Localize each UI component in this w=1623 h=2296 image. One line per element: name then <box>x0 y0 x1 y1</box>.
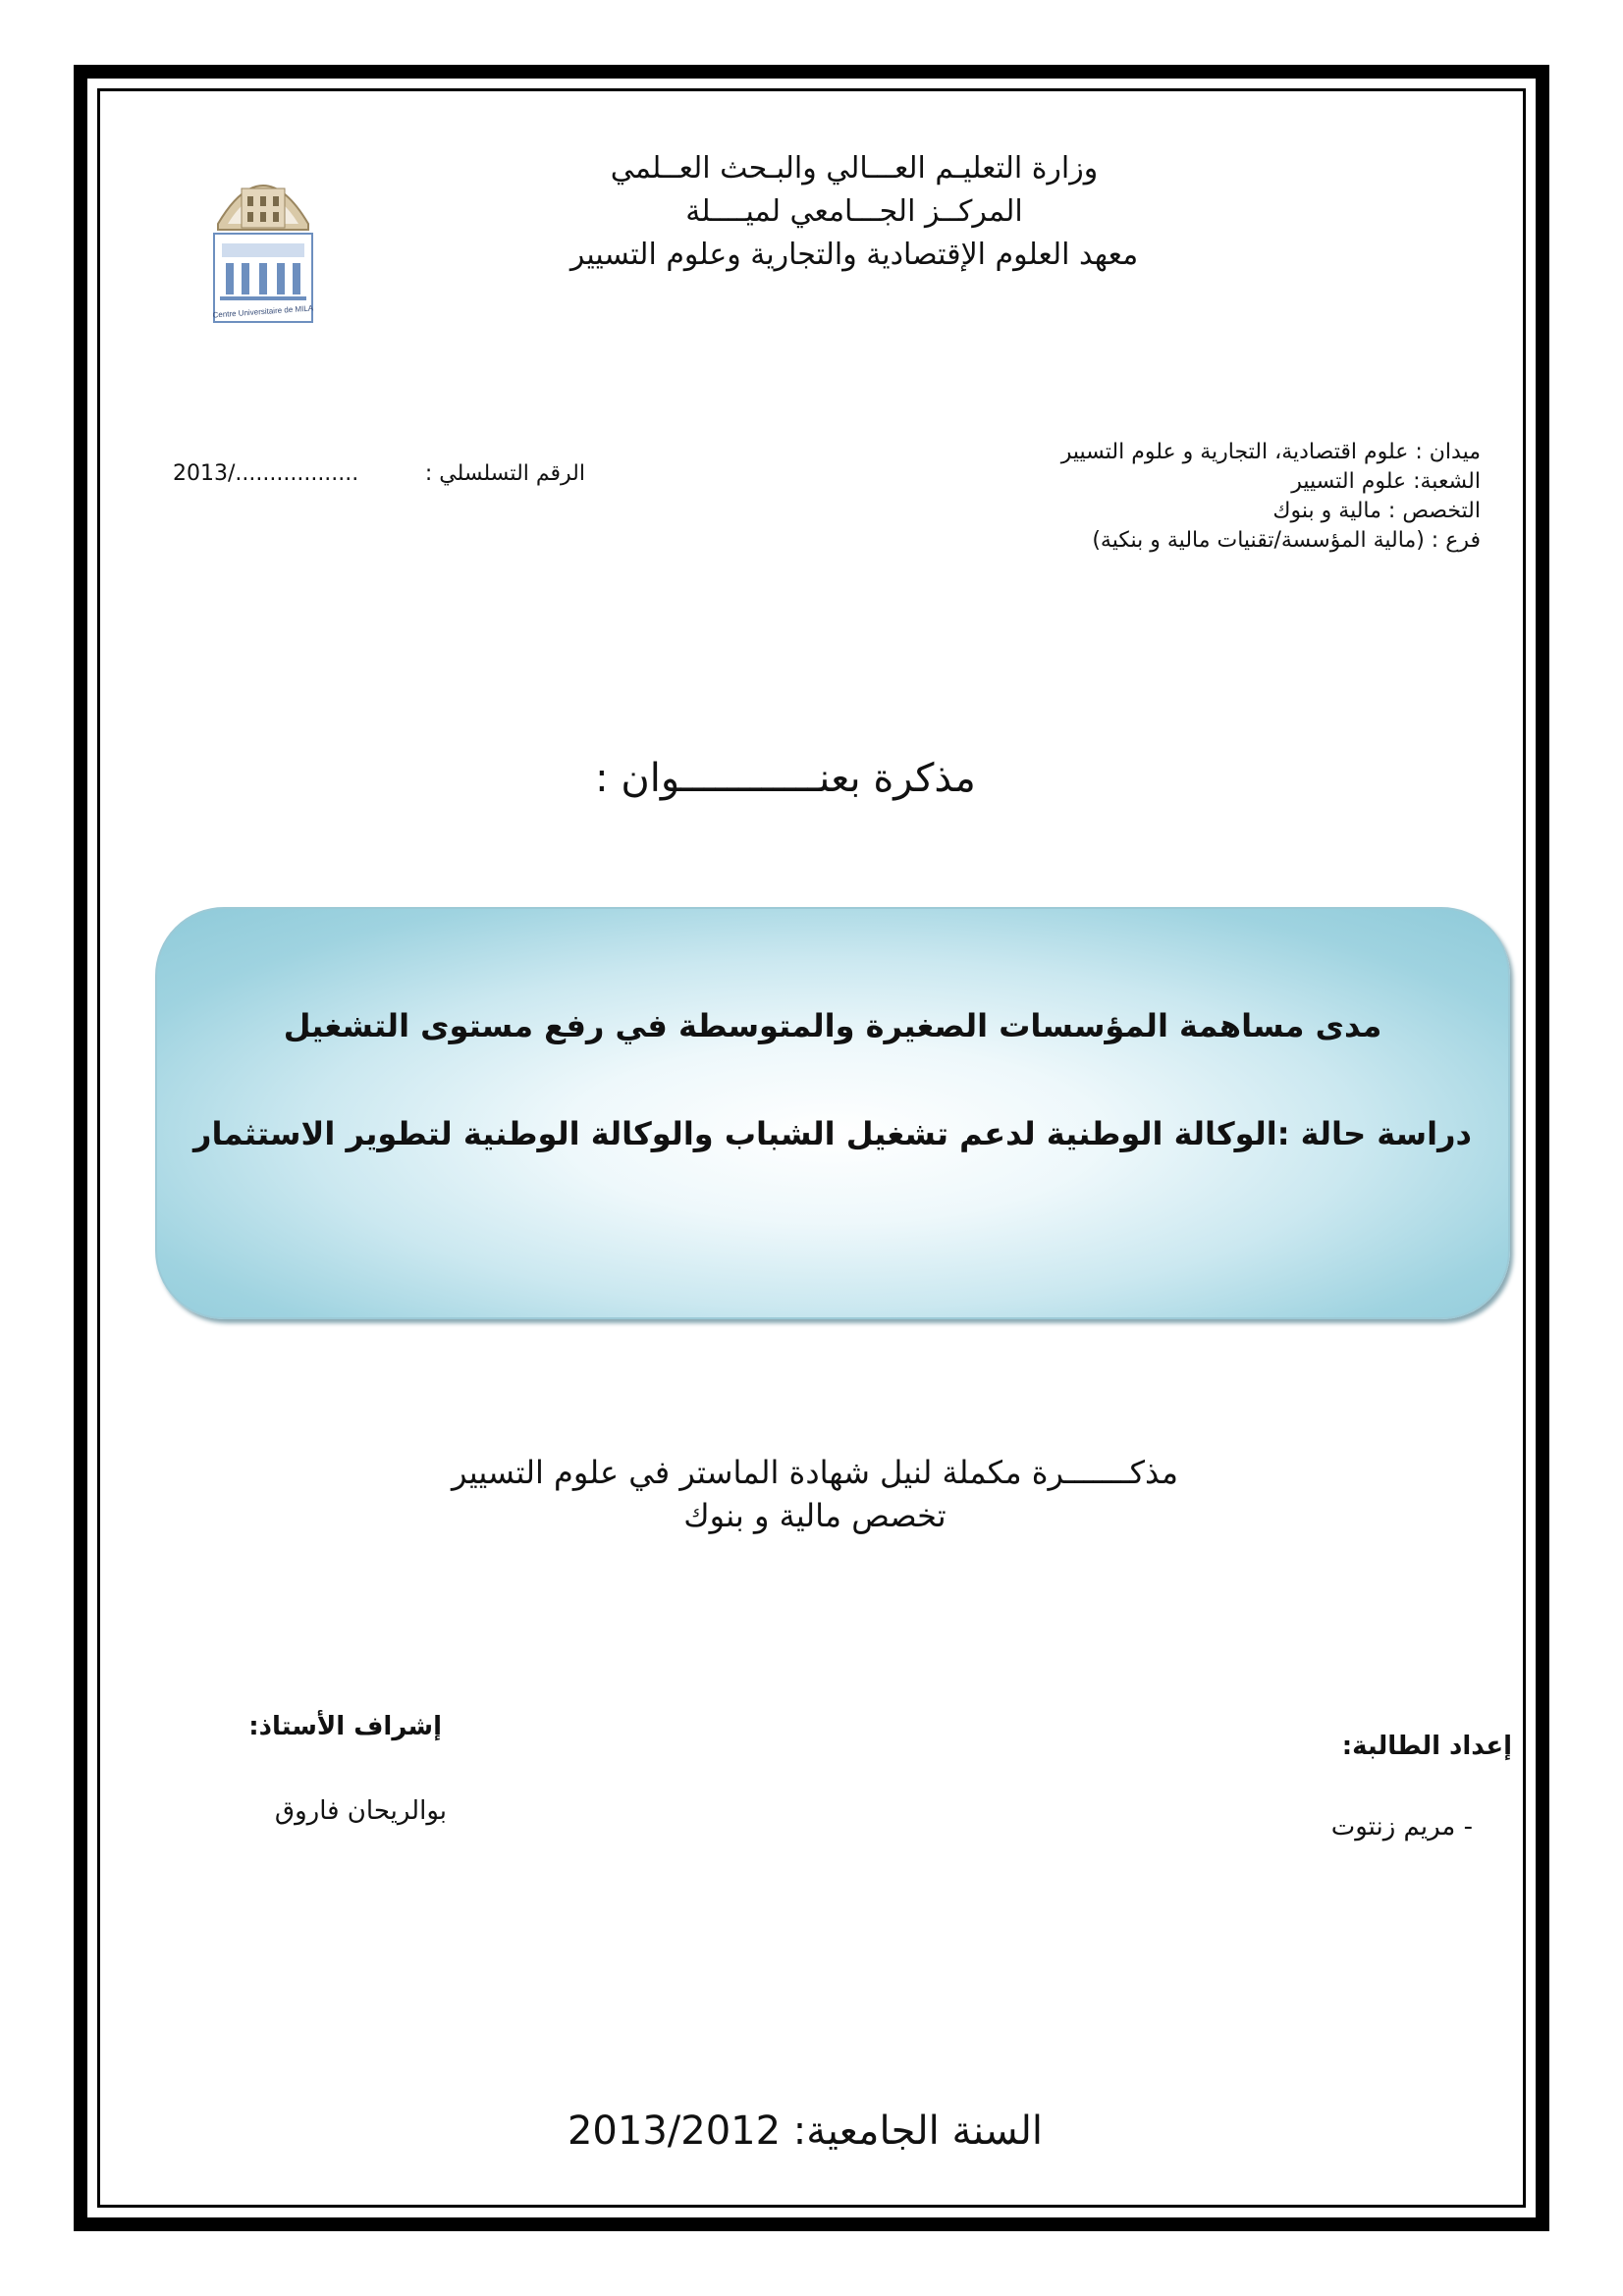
degree-line: مذكـــــــرة مكملة لنيل شهادة الماستر في علوم التسيير <box>452 1454 1178 1491</box>
ministry-name: وزارة التعليـم العـــالي والبـحث العــلمي <box>610 151 1099 186</box>
field-domain: ميدان : علوم اقتصادية، التجارية و علوم التسيير <box>1060 440 1481 464</box>
logo-caption: Centre Universitaire de MILA <box>212 303 314 320</box>
institute-name: معهد العلوم الإقتصادية والتجارية وعلوم التسيير <box>569 238 1139 272</box>
supervisor-label: إشراف الأستاذ: <box>248 1712 442 1741</box>
academic-year-label: السنة الجامعية: <box>792 2109 1044 2154</box>
field-info <box>872 438 1481 556</box>
student-name: - مريم زنتوت <box>1330 1812 1473 1842</box>
institution-header <box>550 147 1159 277</box>
degree-statement <box>373 1451 1257 1537</box>
topic-box <box>155 907 1510 1319</box>
student-label: إعداد الطالبة: <box>1341 1732 1512 1761</box>
serial-number-value: 2013/.................. <box>173 461 359 486</box>
field-sub-branch: فرع : (مالية المؤسسة/تقنيات مالية و بنكية) <box>1092 528 1481 553</box>
field-specialty: التخصص : مالية و بنوك <box>1272 499 1481 523</box>
supervisor-name: بوالريحان فاروق <box>274 1796 447 1826</box>
academic-year-value: 2013/2012 <box>567 2109 782 2154</box>
serial-number-label: الرقم التسلسلي : <box>424 461 585 486</box>
university-name: المركــز الجـــامعي لميــــلة <box>685 194 1023 229</box>
topic-case-study: دراسة حالة :الوكالة الوطنية لدعم تشغيل الشباب والوكالة الوطنية لتطوير الاستثمار <box>193 1115 1472 1152</box>
field-branch: الشعبة: علوم التسيير <box>1291 469 1481 494</box>
memo-title: مذكرة بعنــــــــــــوان : <box>595 756 976 801</box>
degree-specialty: تخصص مالية و بنوك <box>683 1497 947 1534</box>
university-logo <box>204 155 322 342</box>
academic-year <box>550 2109 1060 2154</box>
topic-title: مدى مساهمة المؤسسات الصغيرة والمتوسطة في رفع مستوى التشغيل <box>283 1007 1382 1044</box>
